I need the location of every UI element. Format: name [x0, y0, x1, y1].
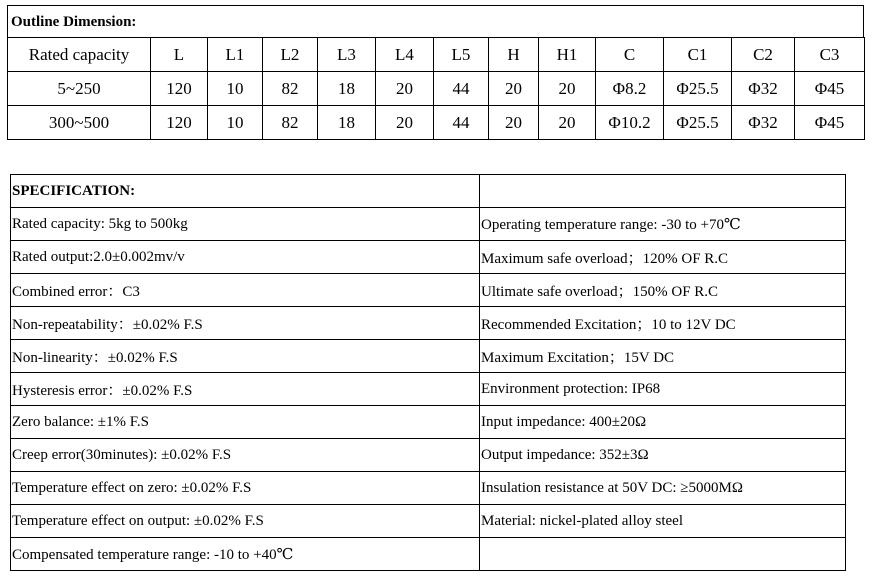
- spec-row: [11, 274, 846, 307]
- dimension-header-cell: C: [596, 38, 664, 72]
- dimension-cell: 20: [376, 106, 434, 140]
- spec-right-cell: Material: nickel-plated alloy steel: [480, 505, 846, 538]
- spec-row: [11, 340, 846, 373]
- dimension-cell: Φ45: [795, 106, 865, 140]
- dimension-cell: 10: [208, 106, 263, 140]
- spec-row: [11, 373, 846, 406]
- dimension-header-cell: C2: [732, 38, 795, 72]
- spec-left-cell: Temperature effect on zero: ±0.02% F.S: [11, 472, 480, 505]
- spec-left-cell: Compensated temperature range: -10 to +40℃: [11, 538, 480, 571]
- dimension-row: [8, 106, 865, 140]
- specification-title-blank: [480, 175, 846, 208]
- spec-right-cell: Environment protection: IP68: [480, 373, 846, 406]
- outline-dimension-title: Outline Dimension:: [7, 5, 864, 37]
- dimension-header-cell: Rated capacity: [8, 38, 151, 72]
- outline-dimension-table: [7, 37, 865, 140]
- dimension-row: [8, 72, 865, 106]
- spec-right-cell: [480, 538, 846, 571]
- dimension-header-cell: H: [489, 38, 539, 72]
- specification-table: [10, 174, 846, 571]
- dimension-header-cell: L3: [318, 38, 376, 72]
- dimension-cell: 20: [489, 106, 539, 140]
- dimension-cell: Φ25.5: [664, 106, 732, 140]
- dimension-header-cell: C3: [795, 38, 865, 72]
- spec-row: [11, 307, 846, 340]
- dimension-cell: 5~250: [8, 72, 151, 106]
- spec-left-cell: Combined error：C3: [11, 274, 480, 307]
- dimension-header-cell: H1: [539, 38, 596, 72]
- dimension-cell: 82: [263, 72, 318, 106]
- dimension-cell: 44: [434, 106, 489, 140]
- spec-right-cell: Maximum safe overload；120% OF R.C: [480, 241, 846, 274]
- dimension-cell: 18: [318, 72, 376, 106]
- spec-left-cell: Non-linearity：±0.02% F.S: [11, 340, 480, 373]
- dimension-cell: 20: [376, 72, 434, 106]
- dimension-cell: 120: [151, 72, 208, 106]
- dimension-header-cell: L4: [376, 38, 434, 72]
- dimension-cell: Φ8.2: [596, 72, 664, 106]
- spec-left-cell: Temperature effect on output: ±0.02% F.S: [11, 505, 480, 538]
- outline-dimension-section: [7, 5, 864, 140]
- spec-row: [11, 439, 846, 472]
- spec-right-cell: Insulation resistance at 50V DC: ≥5000MΩ: [480, 472, 846, 505]
- spec-right-cell: Output impedance: 352±3Ω: [480, 439, 846, 472]
- dimension-cell: 120: [151, 106, 208, 140]
- dimension-header-cell: L5: [434, 38, 489, 72]
- dimension-cell: 10: [208, 72, 263, 106]
- spec-row: [11, 208, 846, 241]
- spec-right-cell: Recommended Excitation；10 to 12V DC: [480, 307, 846, 340]
- dimension-header-cell: L1: [208, 38, 263, 72]
- spec-row: [11, 505, 846, 538]
- dimension-cell: Φ10.2: [596, 106, 664, 140]
- specification-title: SPECIFICATION:: [11, 175, 480, 208]
- dimension-cell: 18: [318, 106, 376, 140]
- dimension-cell: 82: [263, 106, 318, 140]
- spec-left-cell: Rated capacity: 5kg to 500kg: [11, 208, 480, 241]
- dimension-cell: Φ25.5: [664, 72, 732, 106]
- dimension-cell: Φ45: [795, 72, 865, 106]
- dimension-header-cell: L2: [263, 38, 318, 72]
- spec-right-cell: Ultimate safe overload；150% OF R.C: [480, 274, 846, 307]
- dimension-cell: 44: [434, 72, 489, 106]
- spec-right-cell: Maximum Excitation；15V DC: [480, 340, 846, 373]
- spec-row: [11, 406, 846, 439]
- dimension-cell: Φ32: [732, 106, 795, 140]
- spec-left-cell: Zero balance: ±1% F.S: [11, 406, 480, 439]
- dimension-header-row: [8, 38, 865, 72]
- spec-row: [11, 241, 846, 274]
- dimension-cell: Φ32: [732, 72, 795, 106]
- dimension-cell: 20: [539, 106, 596, 140]
- spec-left-cell: Non-repeatability：±0.02% F.S: [11, 307, 480, 340]
- dimension-cell: 20: [489, 72, 539, 106]
- spec-right-cell: Operating temperature range: -30 to +70℃: [480, 208, 846, 241]
- spec-left-cell: Hysteresis error：±0.02% F.S: [11, 373, 480, 406]
- spec-left-cell: Creep error(30minutes): ±0.02% F.S: [11, 439, 480, 472]
- dimension-cell: 20: [539, 72, 596, 106]
- dimension-header-cell: C1: [664, 38, 732, 72]
- spec-row: [11, 472, 846, 505]
- spec-left-cell: Rated output:2.0±0.002mv/v: [11, 241, 480, 274]
- dimension-cell: 300~500: [8, 106, 151, 140]
- dimension-header-cell: L: [151, 38, 208, 72]
- spec-row: [11, 538, 846, 571]
- spec-right-cell: Input impedance: 400±20Ω: [480, 406, 846, 439]
